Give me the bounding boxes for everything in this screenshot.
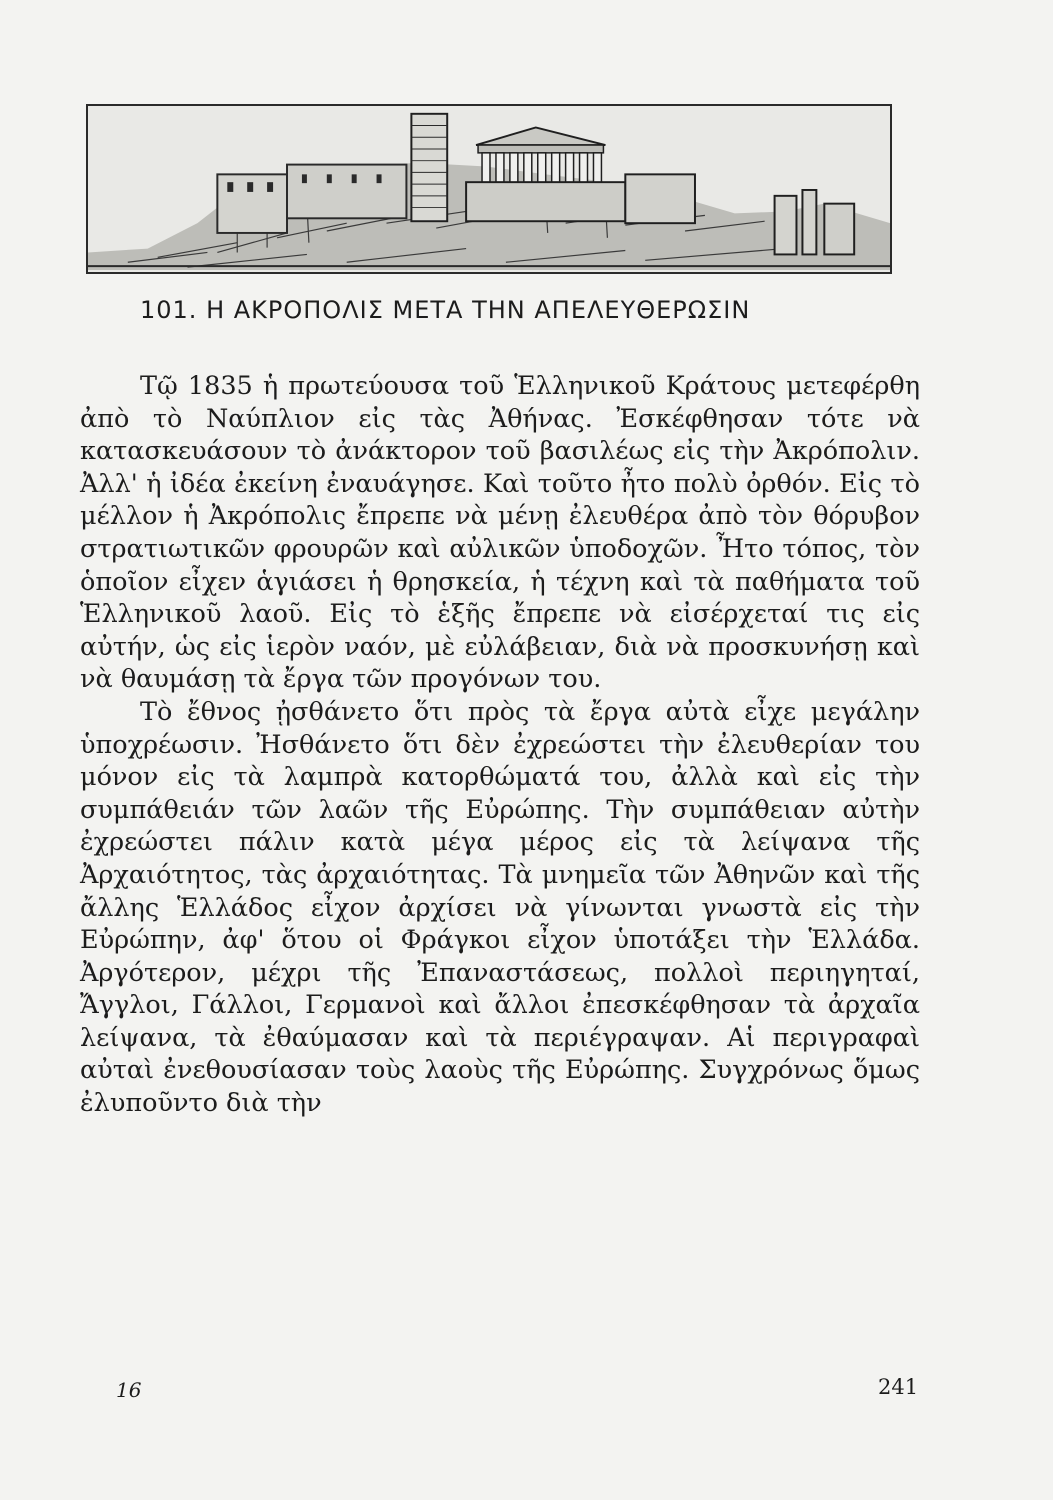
printer-signature: 16 — [116, 1378, 142, 1402]
acropolis-illustration — [86, 104, 892, 274]
body-text — [80, 370, 920, 1120]
paragraph: Τὸ ἔθνος ᾐσθάνετο ὅτι πρὸς τὰ ἔργα αὐτὰ εἶχε μεγάλην ὑποχρέωσιν. Ἠσθάνετο ὅτι δὲν ἐχρεώστει τὴν ἐλευθερίαν του μόνον εἰς τὰ λαμπρὰ κατορθώματά του, ἀλλὰ καὶ εἰς τὴν συμπάθειάν τῶν λαῶν τῆς Εὐρώπης. Τὴν συμπάθειαν αὐτὴν ἐχρεώστει πάλιν κατὰ μέγα μέρος εἰς τὰ λείψανα τῆς Ἀρχαιότητος, τὰς ἀρχαιότητας. Τὰ μνημεῖα τῶν Ἀθηνῶν καὶ τῆς ἄλλης Ἑλλάδος εἶχον ἀρχίσει νὰ γίνωνται γνωστὰ εἰς τὴν Εὐρώπην, ἀφ' ὅτου οἱ Φράγκοι εἶχον ὑποτάξει τὴν Ἑλλάδα. Ἀργότερον, μέχρι τῆς Ἐπαναστάσεως, πολλοὶ περιηγηταί, Ἄγγλοι, Γάλλοι, Γερμανοὶ καὶ ἄλλοι ἐπεσκέφθησαν τὰ ἀρχαῖα λείψανα, τὰ ἐθαύμασαν καὶ τὰ περιέγραψαν. Αἱ περιγραφαὶ αὐταὶ ἐνεθουσίασαν τοὺς λαοὺς τῆς Εὐρώπης. Συγχρόνως ὅμως ἐλυποῦντο διὰ τὴν — [80, 696, 920, 1119]
paragraph: Τῷ 1835 ἡ πρωτεύουσα τοῦ Ἑλληνικοῦ Κράτους μετεφέρθη ἀπὸ τὸ Ναύπλιον εἰς τὰς Ἀθήνας. Ἐσκέφθησαν τότε νὰ κατασκευάσουν τὸ ἀνάκτορον τοῦ βασιλέως εἰς τὴν Ἀκρόπολιν. Ἀλλ' ἡ ἰδέα ἐκείνη ἐναυάγησε. Καὶ τοῦτο ἦτο πολὺ ὀρθόν. Εἰς τὸ μέλλον ἡ Ἀκρόπολις ἔπρεπε νὰ μένῃ ἐλευθέρα ἀπὸ τὸν θόρυβον στρατιωτικῶν φρουρῶν καὶ αὐλικῶν ὑποδοχῶν. Ἦτο τόπος, τὸν ὁποῖον εἶχεν ἁγιάσει ἡ θρησκεία, ἡ τέχνη καὶ τὰ παθήματα τοῦ Ἑλληνικοῦ λαοῦ. Εἰς τὸ ἑξῆς ἔπρεπε νὰ εἰσέρχεταί τις εἰς αὐτήν, ὡς εἰς ἱερὸν ναόν, μὲ εὐλάβειαν, διὰ νὰ προσκυνήσῃ καὶ νὰ θαυμάσῃ τὰ ἔργα τῶν προγόνων του. — [80, 371, 920, 695]
page-number: 241 — [878, 1375, 919, 1399]
acropolis-drawing — [88, 106, 890, 272]
chapter-title: 101. Η ΑΚΡΟΠΟΛΙΣ ΜΕΤΑ ΤΗΝ ΑΠΕΛΕΥΘΕΡΩΣΙΝ — [140, 296, 751, 324]
